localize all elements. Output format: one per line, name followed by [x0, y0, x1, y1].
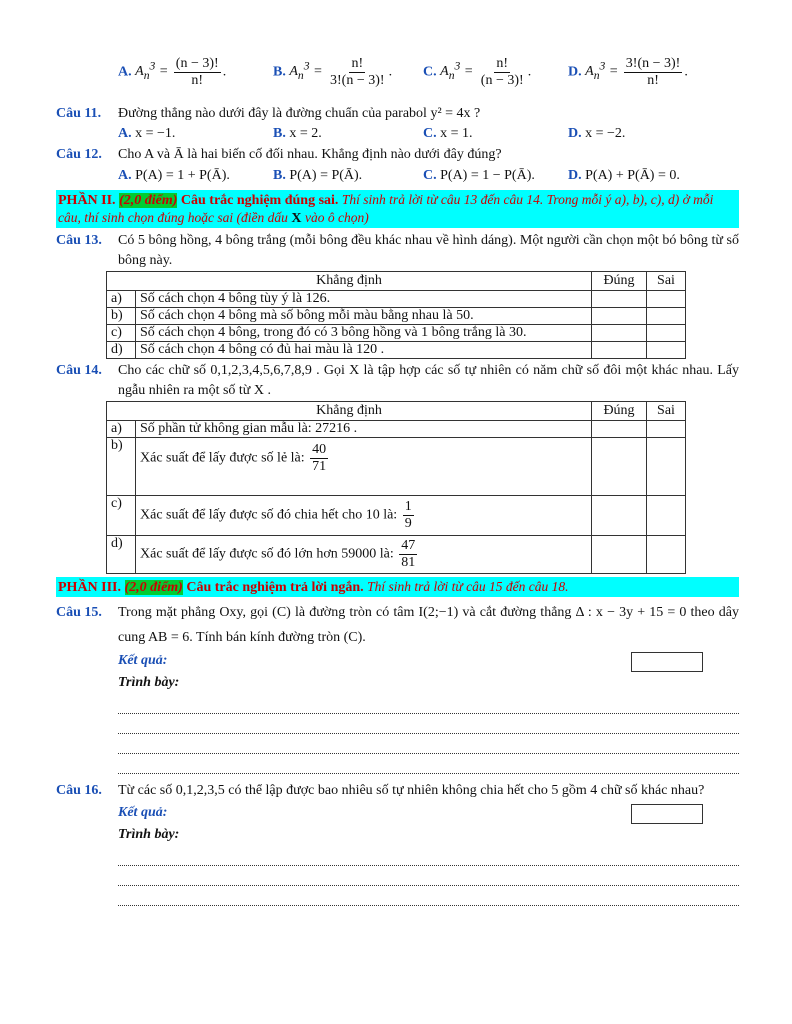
true-checkbox[interactable] — [592, 496, 647, 536]
question-15: Câu 15. Trong mặt phẳng Oxy, gọi (C) là đường tròn có tâm I(2;−1) và cắt đường thẳng Δ : x − 3y + 15 = 0 theo dây cung AB = 6. Tính bán kính đường tròn (C). — [56, 605, 739, 645]
false-checkbox[interactable] — [647, 308, 686, 325]
answer-line[interactable] — [118, 714, 739, 734]
table-row: c) Xác suất để lấy được số đó chia hết cho 10 là: $\frac{1}{9}$ — [107, 496, 686, 536]
table-row: b) Số cách chọn 4 bông mà số bông mỗi màu bằng nhau là 50. — [107, 308, 686, 325]
question-14: Câu 14. Cho các chữ số 0,1,2,3,4,5,6,7,8,9 . Gọi X là tập hợp các số tự nhiên có năm chữ số đôi một khác nhau. Lấy ngẫu nhiên ra một số từ X . — [56, 363, 739, 398]
table-row: b) Xác suất để lấy được số lẻ là: $\frac{40}{71}$ — [107, 438, 686, 496]
q16-answer-box[interactable] — [631, 804, 703, 824]
false-checkbox[interactable] — [647, 421, 686, 438]
q10-option-b: B. $A_n^3$ = $\frac{n!}{3!(n - 3)!}$ . — [273, 55, 393, 88]
true-checkbox[interactable] — [592, 325, 647, 342]
false-checkbox[interactable] — [647, 291, 686, 308]
false-checkbox[interactable] — [647, 536, 686, 574]
part-3-banner: PHẦN III. (2,0 điểm) Câu trắc nghiệm trả lời ngắn. Thí sinh trả lời từ câu 15 đến câu 18. — [56, 577, 739, 597]
false-checkbox[interactable] — [647, 438, 686, 496]
q15-answer-box[interactable] — [631, 652, 703, 672]
true-checkbox[interactable] — [592, 291, 647, 308]
q10-option-a: A. $A_n^3$ = $\frac{(n - 3)!}{n!}$ . — [118, 55, 227, 88]
part-2-banner: PHẦN II. (2,0 điểm) Câu trắc nghiệm đúng sai. Thí sinh trả lời từ câu 13 đến câu 14. Trong mỗi ý a), b), c), d) ở mỗi câu, thí sinh chọn đúng hoặc sai (điền dấu X vào ô chọn) — [56, 190, 739, 228]
answer-line[interactable] — [118, 866, 739, 886]
table-row: a) Số phần tử không gian mẫu là: 27216 . — [107, 421, 686, 438]
answer-line[interactable] — [118, 694, 739, 714]
q13-table: Khẳng định Đúng Sai a) Số cách chọn 4 bông tùy ý là 126. b) Số cách chọn 4 bông mà số bông mỗi màu bằng nhau là 50. c) Số cách chọn 4 bông, trong đó có 3 bông hồng và 1 bông trắng là 30. d) Số cách chọn 4 bông có đủ hai màu là 120 . — [106, 271, 686, 359]
exam-page: A. $A_n^3$ = $\frac{(n - 3)!}{n!}$ . B. $A_n^3$ = $\frac{n!}{3!(n - 3)!}$ . C. $A_n^3$ = $\frac{n!}{(n - 3)!}$ . D. $A_n^3$ = $\frac{3!(n - 3)!}{n!}$ . Câu 11. Đường thẳng nào dưới đây là đường chuẩn của parabol y² = 4x ? A. x = −1. B. x = 2. C. x = 1. D. x = −2. Câu 12. Cho A và Ā là hai biến cố đối nhau. Khẳng định nào dưới đây đúng? A. P(A) = 1 + P(Ā). B. P(A) = P(Ā). C. P(A) = 1 − P(Ā). D. P(A) + P(Ā) = 0. PHẦN II. (2,0 điểm) Câu trắc nghiệm đúng sai. Thí sinh trả lời từ câu 13 đến câu 14. Trong mỗi ý a), b), c), d) ở mỗi câu, thí sinh chọn đúng hoặc sai (điền dấu X vào ô chọn) Câu 13. Có 5 bông hồng, 4 bông trắng (mỗi bông đều khác nhau về hình dáng). Một người cần chọn một bó bông từ số bông này. Khẳng định Đúng Sai a) Số cách chọn 4 bông tùy ý là 126. b) Số cách chọn 4 bông mà số bông mỗi màu bằng nhau là 50. c) Số cách chọn 4 bông, trong đó có 3 bông hồng và 1 bông trắng là 30. d) Số cách chọn 4 bông có đủ hai màu là 120 . Câu 14. Cho các chữ số 0,1,2,3,4,5,6,7,8,9 . Gọi X là tập hợp các số tự nhiên có năm chữ số đôi một khác nhau. Lấy ngẫu nhiên ra một số từ X . Khẳng định Đúng Sai a) Số phần tử không gian mẫu là: 27216 . b) Xác suất để lấy được số lẻ là: $\frac{40}{71}$ c) Xác suất để lấy được số đó chia hết cho 10 là: $\frac{1}{9}$ d) Xác suất để lấy được số đó lớn hơn 59000 là: $\frac{47}{81}$ PHẦN III. (2,0 điểm) Câu trắc nghiệm trả lời ngắn. Thí sinh trả lời từ câu 15 đến câu 18. Câu 15. Trong mặt phẳng Oxy, gọi (C) là đường tròn có tâm I(2;−1) và cắt đường thẳng Δ : x − 3y + 15 = 0 theo dây cung AB = 6. Tính bán kính đường tròn (C). Kết quả: Trình bày: Câu 16. Từ các số 0,1,2,3,5 có thể lập được bao nhiêu số tự nhiên không chia hết cho 5 gồm 4 chữ số khác nhau? Kết quả: Trình bày: — [56, 52, 739, 906]
q15-result-row: Kết quả: — [118, 650, 739, 672]
true-checkbox[interactable] — [592, 438, 647, 496]
answer-line[interactable] — [118, 846, 739, 866]
true-checkbox[interactable] — [592, 421, 647, 438]
false-checkbox[interactable] — [647, 325, 686, 342]
q10-option-c: C. $A_n^3$ = $\frac{n!}{(n - 3)!}$ . — [423, 55, 532, 88]
true-checkbox[interactable] — [592, 342, 647, 359]
false-checkbox[interactable] — [647, 342, 686, 359]
question-16: Câu 16. Từ các số 0,1,2,3,5 có thể lập được bao nhiêu số tự nhiên không chia hết cho 5 gồm 4 chữ số khác nhau? — [56, 783, 705, 798]
q12-options: A. P(A) = 1 + P(Ā). B. P(A) = P(Ā). C. P(A) = 1 − P(Ā). D. P(A) + P(Ā) = 0. — [118, 168, 680, 183]
table-row: a) Số cách chọn 4 bông tùy ý là 126. — [107, 291, 686, 308]
question-12: Câu 12. Cho A và Ā là hai biến cố đối nhau. Khẳng định nào dưới đây đúng? — [56, 147, 502, 162]
question-11: Câu 11. Đường thẳng nào dưới đây là đường chuẩn của parabol y² = 4x ? — [56, 106, 481, 121]
table-row: d) Xác suất để lấy được số đó lớn hơn 59000 là: $\frac{47}{81}$ — [107, 536, 686, 574]
question-13: Câu 13. Có 5 bông hồng, 4 bông trắng (mỗi bông đều khác nhau về hình dáng). Một người cần chọn một bó bông từ số bông này. — [56, 233, 739, 268]
q14-table: Khẳng định Đúng Sai a) Số phần tử không gian mẫu là: 27216 . b) Xác suất để lấy được số lẻ là: $\frac{40}{71}$ c) Xác suất để lấy được số đó chia hết cho 10 là: $\frac{1}{9}$ d) Xác suất để lấy được số đó lớn hơn 59000 là: $\frac{47}{81}$ — [106, 401, 686, 574]
q10-option-d: D. $A_n^3$ = $\frac{3!(n - 3)!}{n!}$ . — [568, 55, 688, 88]
table-row: c) Số cách chọn 4 bông, trong đó có 3 bông hồng và 1 bông trắng là 30. — [107, 325, 686, 342]
q11-options: A. x = −1. B. x = 2. C. x = 1. D. x = −2. — [118, 126, 626, 141]
table-row: d) Số cách chọn 4 bông có đủ hai màu là 120 . — [107, 342, 686, 359]
q16-result-row: Kết quả: — [118, 802, 739, 824]
q10-options — [118, 52, 739, 92]
answer-line[interactable] — [118, 886, 739, 906]
false-checkbox[interactable] — [647, 496, 686, 536]
true-checkbox[interactable] — [592, 536, 647, 574]
true-checkbox[interactable] — [592, 308, 647, 325]
answer-line[interactable] — [118, 734, 739, 754]
answer-line[interactable] — [118, 754, 739, 774]
